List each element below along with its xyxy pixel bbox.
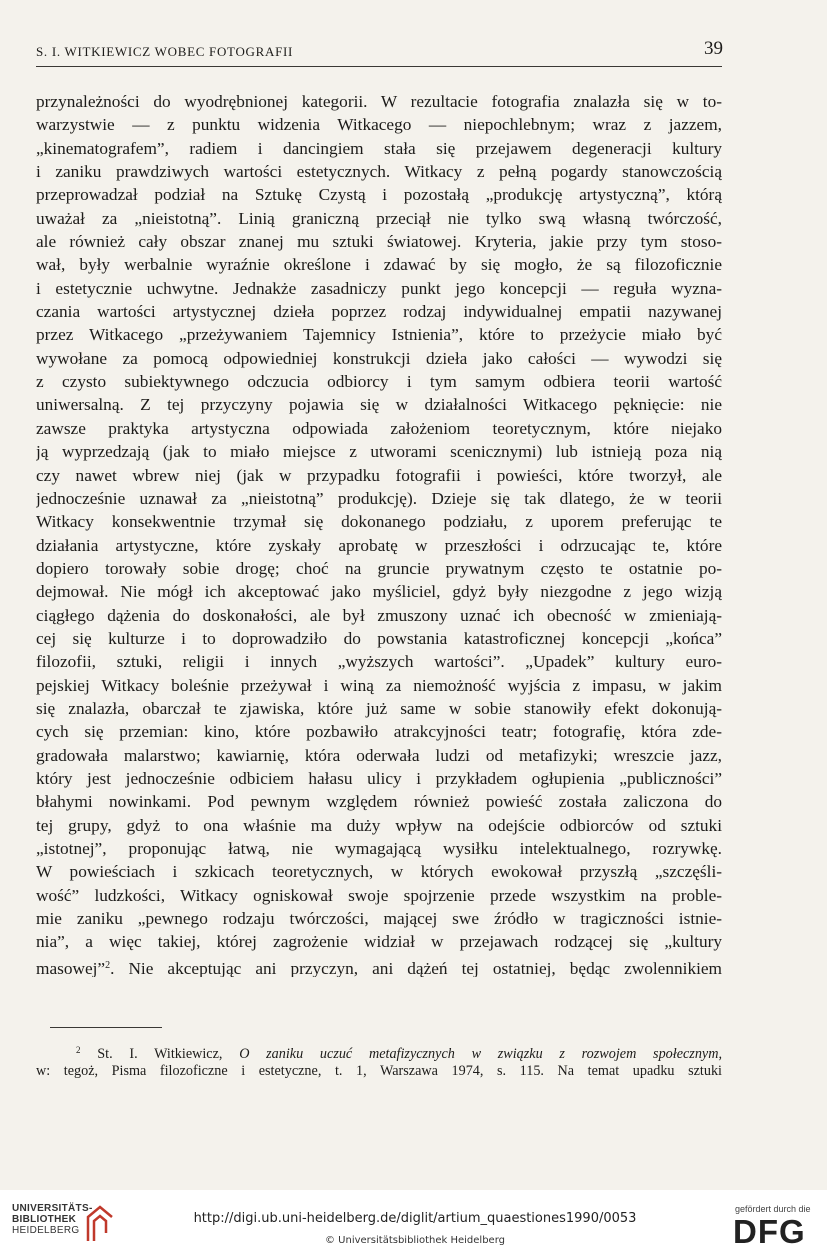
funder-label: gefördert durch die	[735, 1204, 811, 1214]
text-line: ale również cały obszar znanej mu sztuki światowej. Kryteria, jakie przy tym stoso-	[36, 232, 722, 252]
header-rule	[36, 66, 722, 67]
text-line: i zaniku prawdziwych wartości estetycznych. Witkacy z pełną pogardy stanowczością	[36, 162, 722, 182]
text-line: wość” ludzkości, Witkacy ogniskował swoje spojrzenie przede wszystkim na proble-	[36, 885, 722, 905]
text-line	[36, 954, 722, 977]
text-line: wywołane za pomocą odpowiedniej konstrukcji dzieła jako całości — wywodzi się	[36, 348, 722, 368]
library-name-line: BIBLIOTHEK	[12, 1214, 77, 1225]
library-logo[interactable]	[12, 1203, 122, 1247]
text-line: mie zaniku „pewnego rodzaju twórczości, mającej swe źródło w tragiczności istnie-	[36, 909, 722, 929]
footnote	[36, 1040, 722, 1082]
footnote-rule	[50, 1027, 162, 1028]
text-fragment: . Nie akceptując ani przyczyn, ani dążeń tej ostatniej, będąc zwolennikiem	[110, 958, 722, 978]
text-line: ją wyprzedzają (jak to miało miejsce z utworami scenicznymi) lub istnieją poza nią	[36, 442, 722, 462]
footnote-marker: 2	[76, 1045, 81, 1055]
text-line: uniwersalną. Z tej przyczyny pojawia się w działalności Witkacego pęknięcie: nie	[36, 395, 722, 415]
running-head	[36, 38, 723, 60]
text-line: przez Witkacego „przeżywaniem Tajemnicy Istnienia”, które to przeżycie miało być	[36, 325, 722, 345]
text-line: nia”, a więc takiej, której zagrożenie widział w przejawach rodzącej się „kultury	[36, 932, 722, 952]
text-line: się znalazła, obarczał te zjawiska, które już same w sobie stanowiły efekt dokonują-	[36, 698, 722, 718]
text-line: tej grupy, gdyż to ona właśnie ma duży wpływ na odejście odbiorców od sztuki	[36, 815, 722, 835]
text-fragment: masowej”	[36, 958, 106, 978]
text-line: cych się przemian: kino, które pozbawiło atrakcyjności teatr; fotografię, która zde-	[36, 722, 722, 742]
dfg-logo[interactable]: DFG	[733, 1213, 806, 1250]
text-line: pejskiej Witkacy boleśnie przeżywał i winą za niemożność wyjścia z impasu, w jakim	[36, 675, 722, 695]
text-line: cej się kulturze i to doprowadziło do powstania katastroficznej koncepcji „końca”	[36, 628, 722, 648]
library-name-line: HEIDELBERG	[12, 1225, 80, 1236]
footnote-line: w: tegoż, Pisma filozoficzne i estetyczne, t. 1, Warszawa 1974, s. 115. Na temat upadku sztuki	[36, 1063, 722, 1079]
text-line: jednocześnie uznawał za „nieistotną” produkcję). Dzieje się tak dlatego, że w teorii	[36, 488, 722, 508]
copyright-notice: © Universitätsbibliothek Heidelberg	[324, 1235, 505, 1246]
text-line: błahymi nowinkami. Pod pewnym względem również powieść została zaliczona do	[36, 792, 722, 812]
text-line: dejmował. Nie mógł ich akceptować jako myśliciel, gdyż były niezgodne z jego wizją	[36, 582, 722, 602]
text-line: gradowała malarstwo; kawiarnię, która oderwała ludzi od metafizyki; wreszcie jazz,	[36, 745, 722, 765]
text-line: działania artystyczne, które zyskały aprobatę w przeszłości i odrzucając te, które	[36, 535, 722, 555]
text-line: „istotnej”, proponując łatwą, nie wymagającą wysiłku intelektualnego, rozrywkę.	[36, 839, 722, 858]
text-line: „kinematografem”, radiem i dancingiem stała się przejawem degeneracji kultury	[36, 138, 722, 158]
text-line: przeprowadzał podział na Sztukę Czystą i pozostałą „produkcję artystyczną”, którą	[36, 185, 722, 205]
text-line: warzystwie — z punktu widzenia Witkacego — niepochlebnym; wraz z jazzem,	[36, 115, 722, 135]
library-name-line: UNIVERSITÄTS-	[12, 1203, 93, 1214]
library-emblem-icon	[84, 1203, 116, 1243]
text-line: filozofii, sztuki, religii i innych „wyższych wartości”. „Upadek” kultury euro-	[36, 652, 722, 672]
permalink-url[interactable]: http://digi.ub.uni-heidelberg.de/diglit/artium_quaestiones1990/0053	[193, 1211, 637, 1226]
text-line: wał, były werbalnie wyraźnie określone i zdawać by się mogło, że są filozoficznie	[36, 255, 722, 275]
text-line: zawsze praktyka artystyczna odpowiada założeniom teoretycznym, które niejako	[36, 418, 722, 438]
footnote-author: St. I. Witkiewicz,	[97, 1046, 223, 1061]
text-line: ciągłego dążenia do doskonałości, ale był zmuszony uznać ich obecność w zmieniają-	[36, 605, 722, 625]
text-line: i estetycznie uchwytne. Jednakże zasadniczy punkt jego koncepcji — reguła wyzna-	[36, 278, 722, 298]
body-text	[36, 90, 722, 977]
text-line: Witkacy konsekwentnie trzymał się dokonanego podziału, z uporem preferując te	[36, 512, 722, 532]
page-number: 39	[704, 38, 723, 59]
running-title: S. I. WITKIEWICZ WOBEC FOTOGRAFII	[36, 44, 294, 59]
text-line: przynależności do wyodrębnionej kategorii. W rezultacie fotografia znalazła się w to-	[36, 92, 722, 111]
text-line: z czysto subiektywnego odczucia odbiorcy i tym samym odbiera teorii wartość	[36, 372, 722, 392]
text-line: czy nawet wbrew niej (jak w przypadku fotografii i powieści, które tworzył, ale	[36, 465, 722, 485]
text-line: czania wartości artystycznej dzieła poprzez rodzaj indywidualnej empatii nazywanej	[36, 302, 722, 322]
text-line: dopiero torowały sobie drogę; choć na gruncie prywatnym często te ostatnie po-	[36, 558, 722, 578]
text-line: który jest jednocześnie odbiciem hałasu ulicy i przykładem ogłupienia „publiczności”	[36, 768, 722, 788]
text-line: W powieściach i szkicach teoretycznych, w których ewokował przyszłą „szczęśli-	[36, 862, 722, 882]
footnote-title: O zaniku uczuć metafizycznych w związku z rozwojem społecznym,	[239, 1046, 722, 1061]
text-line: uważał za „nieistotną”. Linią graniczną przeciął nie tylko swą własną twórczość,	[36, 208, 722, 228]
footnote-line	[36, 1040, 722, 1061]
footnote-reference[interactable]: 2	[105, 959, 111, 971]
